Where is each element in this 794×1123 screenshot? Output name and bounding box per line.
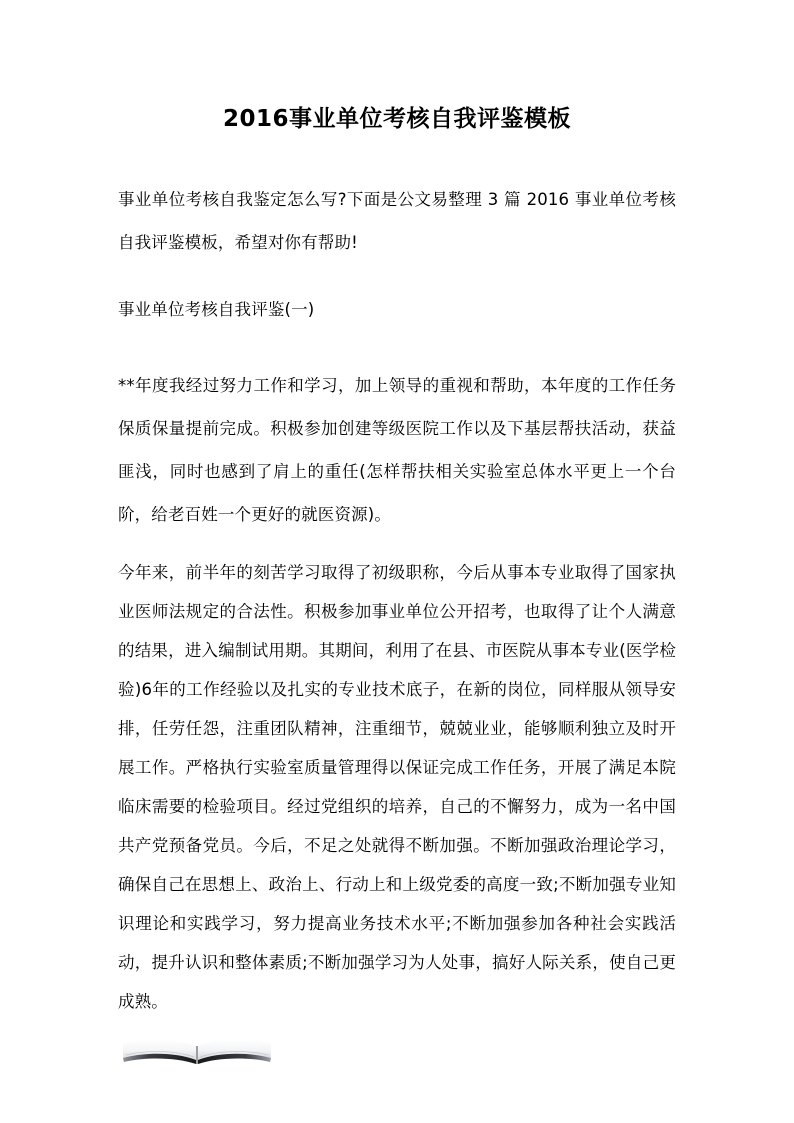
page-title: 2016事业单位考核自我评鉴模板 <box>222 106 571 132</box>
intro-paragraph-block <box>118 178 676 264</box>
open-book-image <box>118 1031 276 1123</box>
intro-paragraph: 事业单位考核自我鉴定怎么写?下面是公文易整理 3 篇 2016 事业单位考核自我评鉴模板，希望对你有帮助! <box>118 190 676 252</box>
paragraph-two: 今年来，前半年的刻苦学习取得了初级职称，今后从事本专业取得了国家执业医师法规定的合法性。积极参加事业单位公开招考，也取得了让个人满意的结果，进入编制试用期。其期间，利用了在县、市医院从事本专业(医学检验)6年的工作经验以及扎实的专业技术底子，在新的岗位，同样服从领导安排，任劳任怨，注重团队精神，注重细节，兢兢业业，能够顺利独立及时开展工作。严格执行实验室质量管理得以保证完成工作任务，开展了满足本院临床需要的检验项目。经过党组织的培养，自己的不懈努力，成为一名中国共产党预备党员。今后，不足之处就得不断加强。不断加强政治理论学习，确保自己在思想上、政治上、行动上和上级党委的高度一致;不断加强专业知识理论和实践学习，努力提高业务技术水平;不断加强参加各种社会实践活动，提升认识和整体素质;不断加强学习为人处事，搞好人际关系，使自己更成熟。 <box>118 563 676 1011</box>
section-heading: 事业单位考核自我评鉴(一) <box>118 300 315 319</box>
open-book-icon <box>118 1031 276 1123</box>
paragraph-one: **年度我经过努力工作和学习，加上领导的重视和帮助，本年度的工作任务保质保量提前完成。积极参加创建等级医院工作以及下基层帮扶活动，获益匪浅，同时也感到了肩上的重任(怎样帮扶相关实验室总体水平更上一个台阶，给老百姓一个更好的就医资源)。 <box>118 376 676 524</box>
section-heading-block <box>118 288 676 331</box>
paragraph-one-block <box>118 364 676 536</box>
paragraph-two-block <box>118 553 676 1021</box>
